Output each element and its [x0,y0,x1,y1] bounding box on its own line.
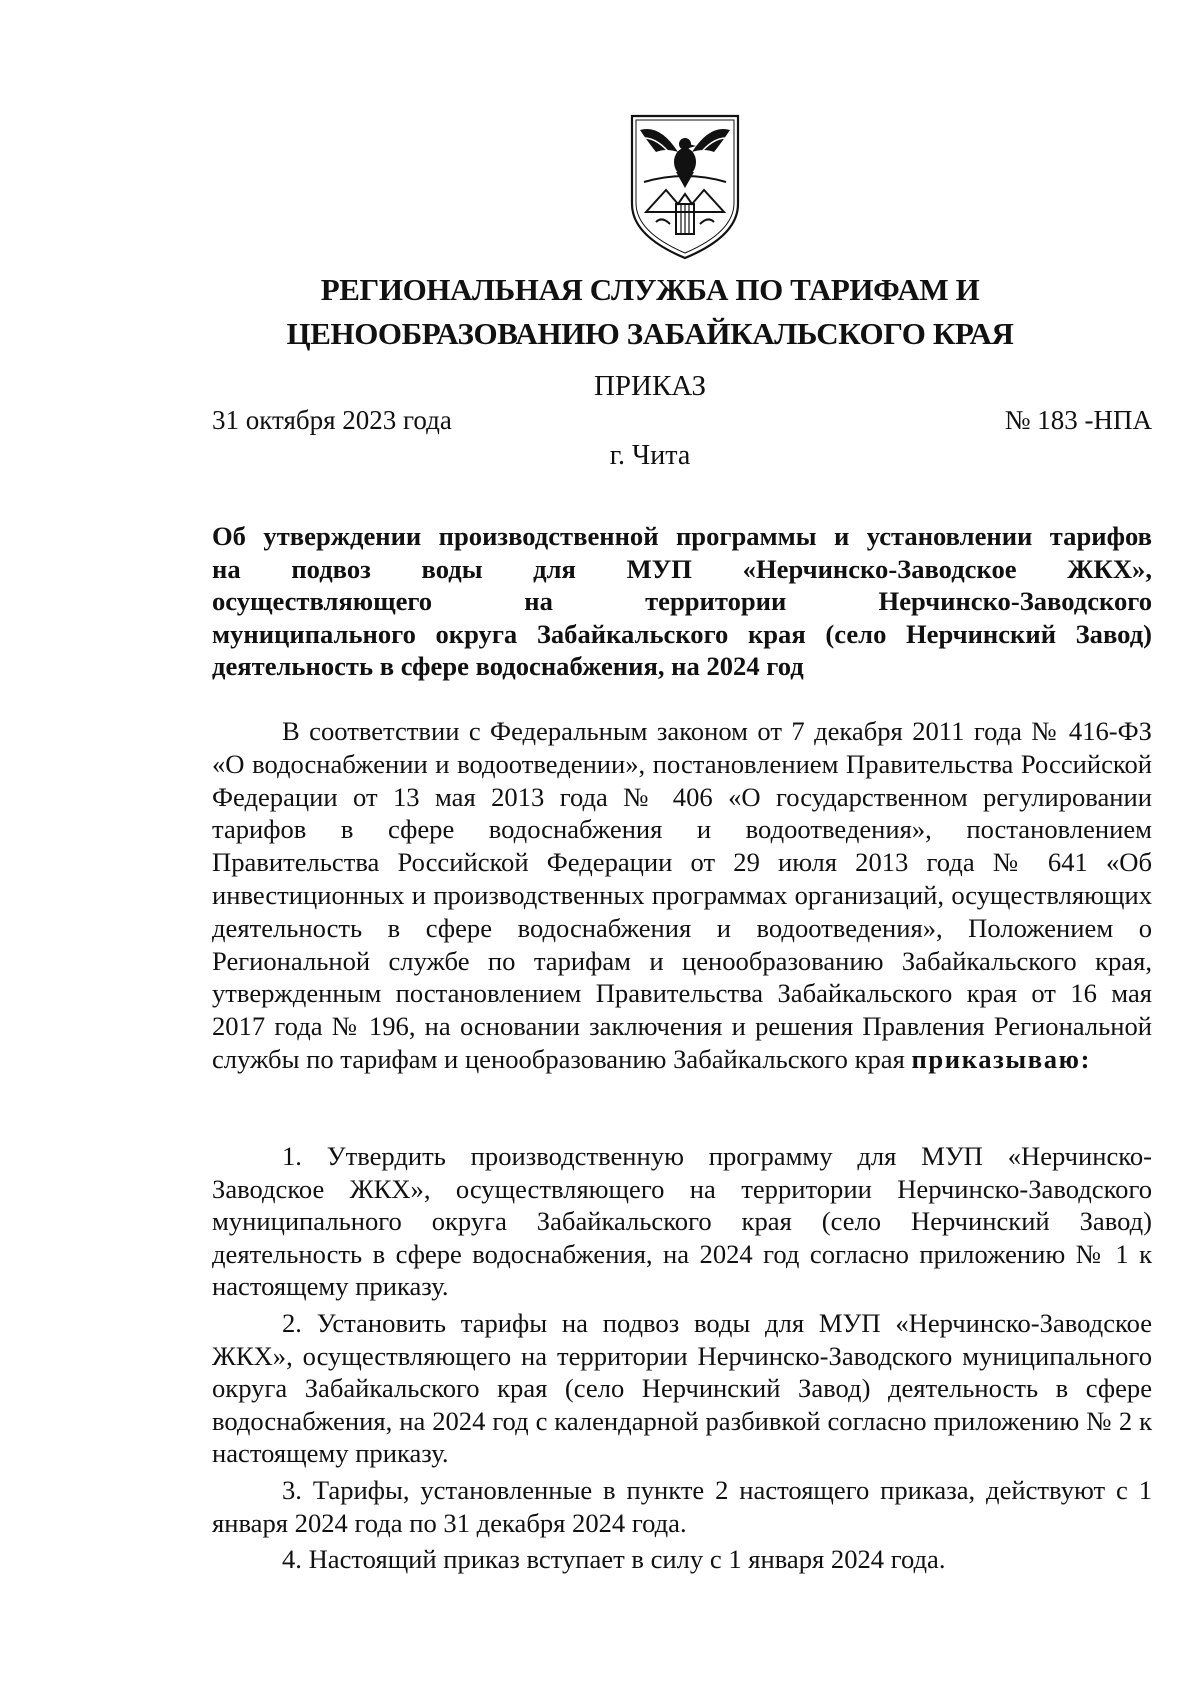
document-type: ПРИКАЗ [593,370,707,402]
organization-name [200,268,1100,356]
subject-line: Об утверждении производственной программы и установлении тарифов [212,521,1152,551]
preamble-paragraph [212,715,1152,1076]
subject-line: осуществляющего на территории Нерчинско-Заводского [212,586,1152,616]
subject-line: на подвоз воды для МУП «Нерчинско-Заводское ЖКХ», [212,553,1152,584]
organization-name-line-2: ЦЕНООБРАЗОВАНИЮ ЗАБАЙКАЛЬСКОГО КРАЯ [286,316,1014,351]
subject-line: деятельность в сфере водоснабжения, на 2024 год [212,651,804,681]
organization-name-line-1: РЕГИОНАЛЬНАЯ СЛУЖБА ПО ТАРИФАМ И [320,272,980,307]
preamble-text: В соответствии с Федеральным законом от 7 декабря 2011 года № 416-ФЗ «О водоснабжении и водоотведении», постановлением Правительства Российской Федерации от 13 мая 2013 года № 406 «О государственном регулировании тарифов в сфере водоснабжения и водоотведения», постановлением Правительства Российской Федерации от 29 июля 2013 года № 641 «Об инвестиционных и производственных программах организаций, осуществляющих деятельность в сфере водоснабжения и водоотведения», Положением о Региональной службе по тарифам и ценообразованию Забайкальского края, утвержденным постановлением Правительства Забайкальского края от 16 мая 2017 года № 196, на основании заключения и решения Правления Региональной службы по тарифам и ценообразованию Забайкальского края [212,716,1152,1074]
order-items [212,1140,1152,1580]
order-item: 1. Утвердить производственную программу для МУП «Нерчинско-Заводское ЖКХ», осуществляющего на территории Нерчинско-Заводского муниципального округа Забайкальского края (село Нерчинский Завод) деятельность в сфере водоснабжения, на 2024 год согласно приложению № 1 к настоящему приказу. [212,1141,1152,1302]
document-city: г. Чита [609,440,691,471]
subject-line: муниципального округа Забайкальского края (село Нерчинский Завод) [212,618,1152,649]
document-date: 31 октября 2023 года [212,405,452,435]
document-number: № 183 -НПА [1004,405,1152,435]
order-item: 2. Установить тарифы на подвоз воды для МУП «Нерчинско-Заводское ЖКХ», осуществляющего на территории Нерчинско-Заводского муниципального округа Забайкальского края (село Нерчинский Завод) деятельность в сфере водоснабжения, на 2024 год с календарной разбивкой согласно приложению № 2 к настоящему приказу. [212,1307,1152,1469]
order-item: 4. Настоящий приказ вступает в силу с 1 января 2024 года. [282,1544,946,1575]
document-subject [212,520,1152,683]
coat-of-arms-icon [626,112,744,262]
order-verb: приказываю: [911,1043,1092,1074]
order-item: 3. Тарифы, установленные в пункте 2 настоящего приказа, действуют с 1 января 2024 года по 31 декабря 2024 года. [212,1474,1152,1538]
